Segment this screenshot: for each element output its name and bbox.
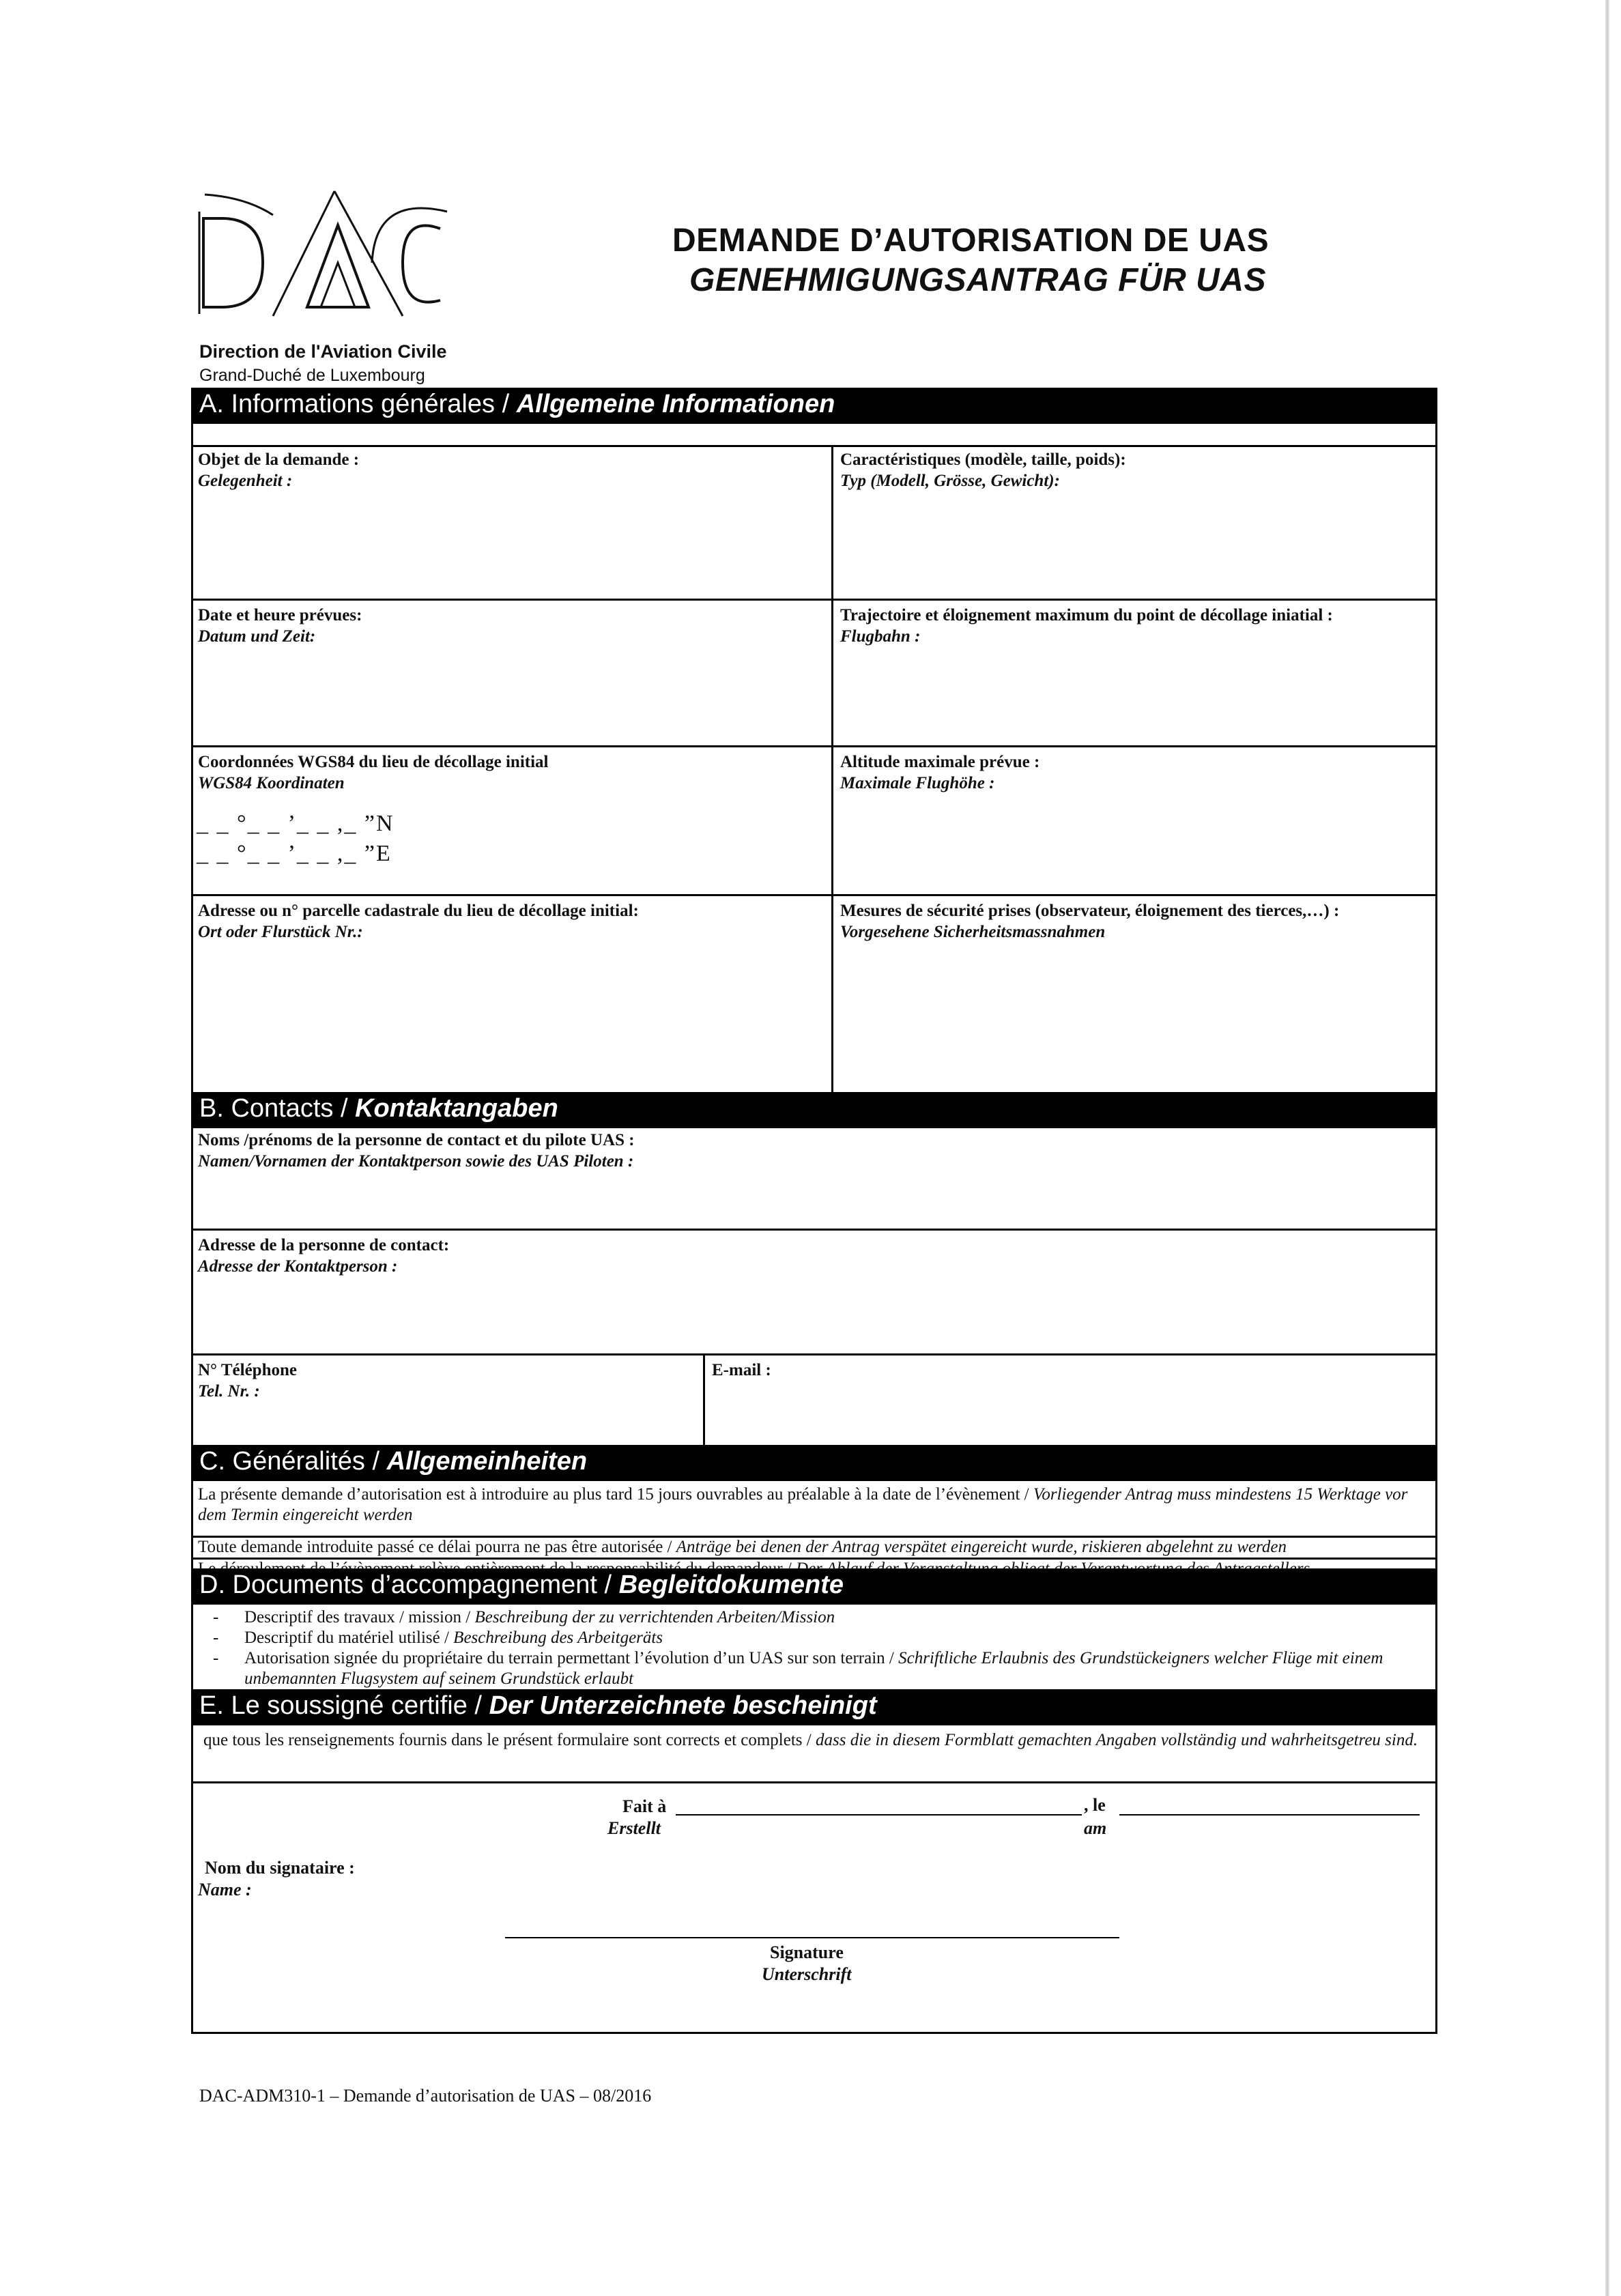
field-mesures-securite[interactable]: Mesures de sécurité prises (observateur, éloignement des tierces,…) : Vorgesehene Sicherheitsmassnahmen <box>840 902 1340 941</box>
am-label: am <box>1084 1818 1107 1838</box>
coordinate-north[interactable]: _ _ °_ _ ’_ _ ,_ ”N <box>197 811 395 836</box>
document-item: - Autorisation signée du propriétaire du terrain permettant l’évolution d’un UAS sur son terrain / Schriftliche Erlaubnis des Grundstückeigners welcher Flüge mit einem unbemannten Flugsystem auf seinem Grundstück erlaubt <box>213 1649 1383 1688</box>
field-email[interactable]: E-mail : <box>712 1361 771 1379</box>
field-noms-prenoms[interactable]: Noms /prénoms de la personne de contact et du pilote UAS : Namen/Vornamen der Kontaktperson sowie des UAS Piloten : <box>198 1131 635 1171</box>
form-title-fr: DEMANDE D’AUTORISATION DE UAS <box>672 223 1269 259</box>
section-e-header: E. Le soussigné certifie / Der Unterzeichnete bescheinigt <box>191 1689 1437 1725</box>
section-b-header: B. Contacts / Kontaktangaben <box>191 1092 1437 1128</box>
field-coordonnees[interactable]: Coordonnées WGS84 du lieu de décollage initial WGS84 Koordinaten <box>198 753 549 792</box>
dac-logo <box>198 188 450 317</box>
field-adresse-parcelle[interactable]: Adresse ou n° parcelle cadastrale du lieu de décollage initial: Ort oder Flurstück Nr.: <box>198 902 639 941</box>
date-input-line[interactable] <box>1119 1814 1420 1816</box>
le-label: , le <box>1084 1795 1106 1815</box>
fait-a-label: Fait à <box>622 1796 667 1816</box>
field-altitude[interactable]: Altitude maximale prévue : Maximale Flughöhe : <box>840 753 1040 792</box>
row-rule <box>191 1781 1437 1783</box>
nom-signataire-label: Nom du signataire : <box>205 1858 355 1878</box>
certification-statement: que tous les renseignements fournis dans le présent formulaire sont corrects et complets / dass die in diesem Formblatt gemachten Angaben vollständig und wahrheitsgetreu sind. <box>203 1731 1418 1749</box>
coordinate-east[interactable]: _ _ °_ _ ’_ _ ,_ ”E <box>197 841 392 866</box>
document-item: - Descriptif des travaux / mission / Beschreibung der zu verrichtenden Arbeiten/Mission <box>213 1608 835 1626</box>
field-date-heure[interactable]: Date et heure prévues: Datum und Zeit: <box>198 606 362 646</box>
field-telephone[interactable]: N° Téléphone Tel. Nr. : <box>198 1361 297 1401</box>
section-a-header: A. Informations générales / Allgemeine Informationen <box>191 388 1437 423</box>
form-reference-footer: DAC-ADM310-1 – Demande d’autorisation de UAS – 08/2016 <box>199 2086 652 2106</box>
unterschrift-label: Unterschrift <box>762 1964 852 1984</box>
erstellt-label: Erstellt <box>607 1818 661 1838</box>
field-caracteristiques[interactable]: Caractéristiques (modèle, taille, poids): Typ (Modell, Grösse, Gewicht): <box>840 450 1126 490</box>
section-e-box <box>191 1723 1437 2034</box>
section-c-header: C. Généralités / Allgemeinheiten <box>191 1445 1437 1480</box>
organization-name: Direction de l'Aviation Civile <box>199 341 447 362</box>
note-late-request: Toute demande introduite passé ce délai pourra ne pas être autorisée / Anträge bei denen der Antrag verspätet eingereicht wurde, riskieren abgelehnt zu werden <box>198 1538 1287 1556</box>
field-trajectoire[interactable]: Trajectoire et éloignement maximum du point de décollage iniatial : Flugbahn : <box>840 606 1333 646</box>
signature-line[interactable] <box>505 1937 1119 1938</box>
document-item: - Descriptif du matériel utilisé / Beschreibung des Arbeitgeräts <box>213 1628 663 1647</box>
field-adresse-contact[interactable]: Adresse de la personne de contact: Adresse der Kontaktperson : <box>198 1236 450 1276</box>
field-objet-demande[interactable]: Objet de la demande : Gelegenheit : <box>198 450 360 490</box>
scan-edge <box>1605 0 1609 2296</box>
place-input-line[interactable] <box>676 1814 1082 1816</box>
signature-label: Signature <box>770 1942 844 1962</box>
section-d-header: D. Documents d’accompagnement / Begleitdokumente <box>191 1568 1437 1604</box>
organization-country: Grand-Duché de Luxembourg <box>199 366 425 385</box>
form-title-de: GENEHMIGUNGSANTRAG FÜR UAS <box>689 262 1267 298</box>
note-delay: La présente demande d’autorisation est à introduire au plus tard 15 jours ouvrables au préalable à la date de l’évènement / Vorliegender Antrag muss mindestens 15 Werktage vor dem Termin eingereicht werden <box>198 1485 1408 1524</box>
name-label: Name : <box>198 1880 252 1899</box>
